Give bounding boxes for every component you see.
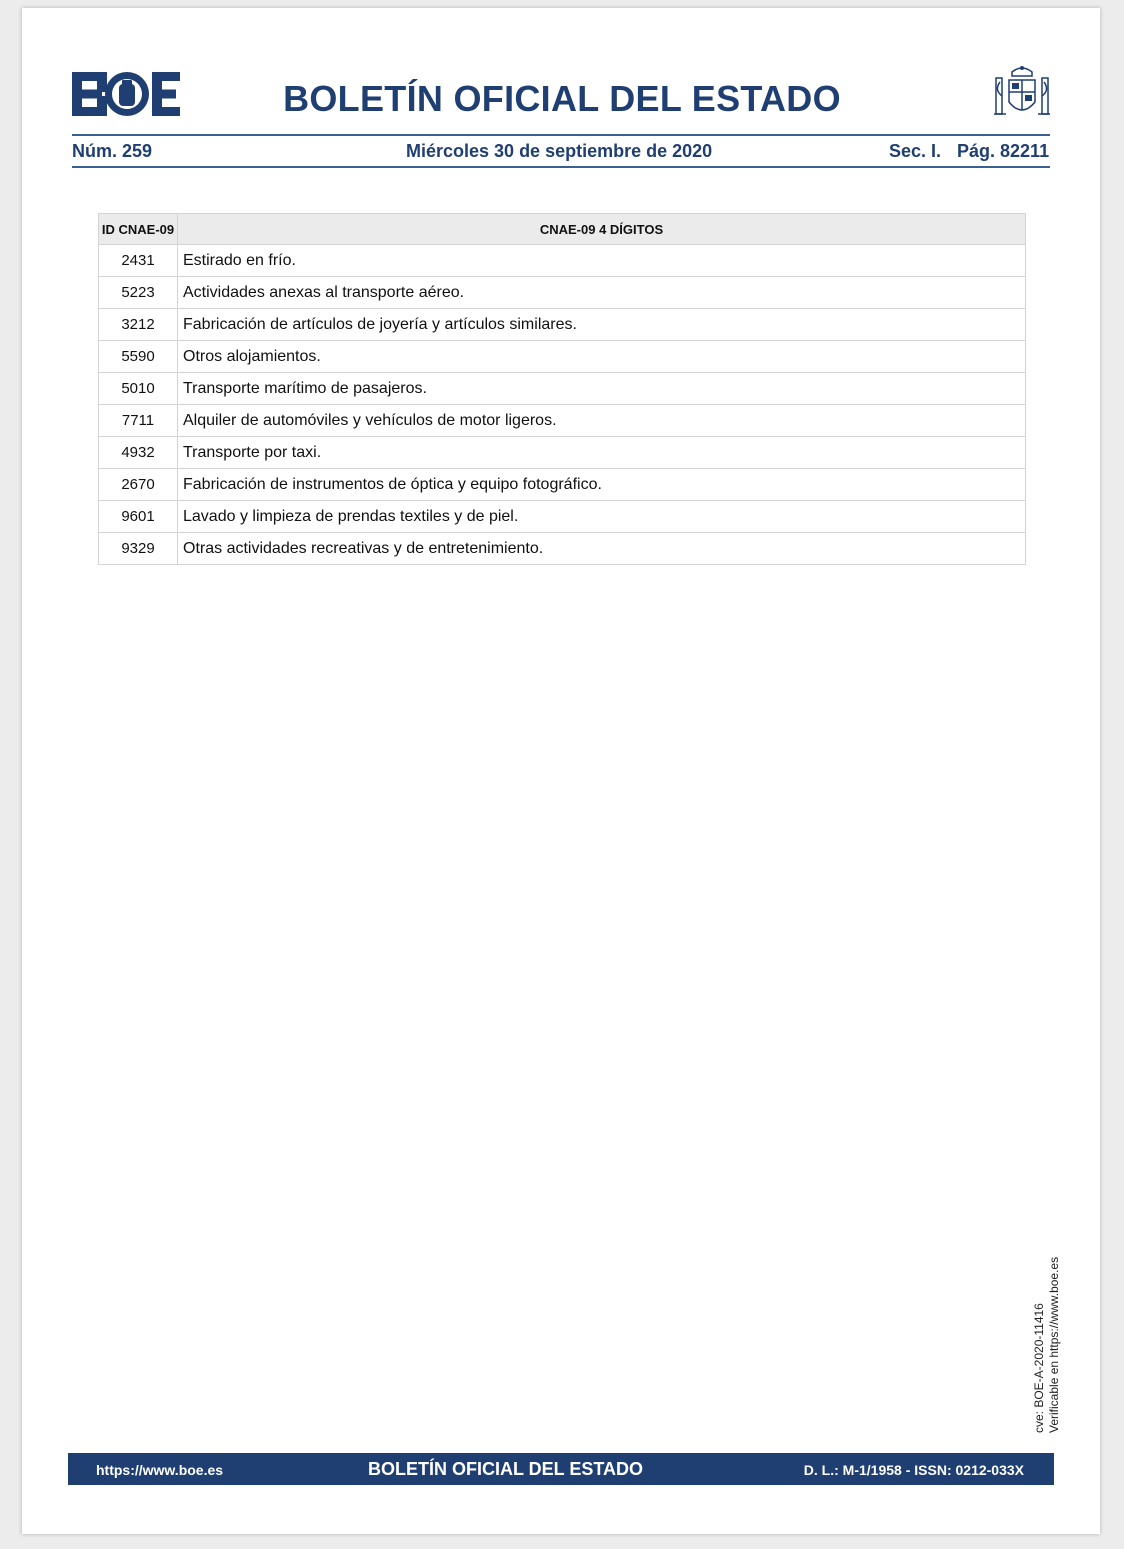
cnae-description: Lavado y limpieza de prendas textiles y de piel.	[178, 501, 1026, 533]
cnae-description: Transporte marítimo de pasajeros.	[178, 373, 1026, 405]
cnae-description: Transporte por taxi.	[178, 437, 1026, 469]
footer-legal: D. L.: M-1/1958 - ISSN: 0212-033X	[803, 1462, 1024, 1478]
cnae-id: 2670	[99, 469, 178, 501]
table-row	[99, 373, 1026, 405]
cnae-id: 4932	[99, 437, 178, 469]
issue-number: Núm. 259	[72, 141, 153, 161]
section-label: Sec. I.	[889, 141, 942, 161]
cve-code: cve: BOE-A-2020-11416	[1032, 1303, 1046, 1433]
cnae-description: Otras actividades recreativas y de entretenimiento.	[178, 533, 1026, 565]
table-row	[99, 469, 1026, 501]
header-rule-top	[72, 134, 1050, 136]
table-row	[99, 309, 1026, 341]
footer-url-link[interactable]: https://www.boe.es	[96, 1462, 224, 1478]
cnae-id: 3212	[99, 309, 178, 341]
page-number: Pág. 82211	[957, 141, 1050, 161]
table-row	[99, 405, 1026, 437]
verification-note	[1032, 1248, 1082, 1433]
footer-title: BOLETÍN OFICIAL DEL ESTADO	[368, 1459, 644, 1479]
cnae-id: 5010	[99, 373, 178, 405]
cnae-description: Fabricación de artículos de joyería y artículos similares.	[178, 309, 1026, 341]
cnae-description: Actividades anexas al transporte aéreo.	[178, 277, 1026, 309]
cnae-id: 2431	[99, 245, 178, 277]
cnae-description: Fabricación de instrumentos de óptica y equipo fotográfico.	[178, 469, 1026, 501]
cnae-id: 9329	[99, 533, 178, 565]
coat-of-arms-icon	[992, 62, 1052, 124]
header-rule-bottom	[72, 166, 1050, 168]
cnae-description: Alquiler de automóviles y vehículos de motor ligeros.	[178, 405, 1026, 437]
document-page	[22, 8, 1100, 1534]
issue-date: Miércoles 30 de septiembre de 2020	[406, 141, 713, 161]
table-row	[99, 341, 1026, 373]
table-row	[99, 277, 1026, 309]
cnae-description: Otros alojamientos.	[178, 341, 1026, 373]
table-header-row	[99, 214, 1026, 245]
table-row	[99, 245, 1026, 277]
table-row	[99, 533, 1026, 565]
column-header-id: ID CNAE-09	[99, 214, 178, 245]
cnae-id: 5223	[99, 277, 178, 309]
cnae-id: 9601	[99, 501, 178, 533]
cnae-id: 5590	[99, 341, 178, 373]
table-row	[99, 501, 1026, 533]
cnae-table	[98, 213, 1026, 565]
verification-link[interactable]: Verificable en https://www.boe.es	[1047, 1256, 1061, 1433]
footer-bar	[68, 1453, 1054, 1485]
cnae-id: 7711	[99, 405, 178, 437]
table-row	[99, 437, 1026, 469]
boe-logo	[72, 72, 180, 116]
column-header-description: CNAE-09 4 DÍGITOS	[178, 214, 1026, 245]
page-title: BOLETÍN OFICIAL DEL ESTADO	[283, 78, 841, 119]
cnae-description: Estirado en frío.	[178, 245, 1026, 277]
